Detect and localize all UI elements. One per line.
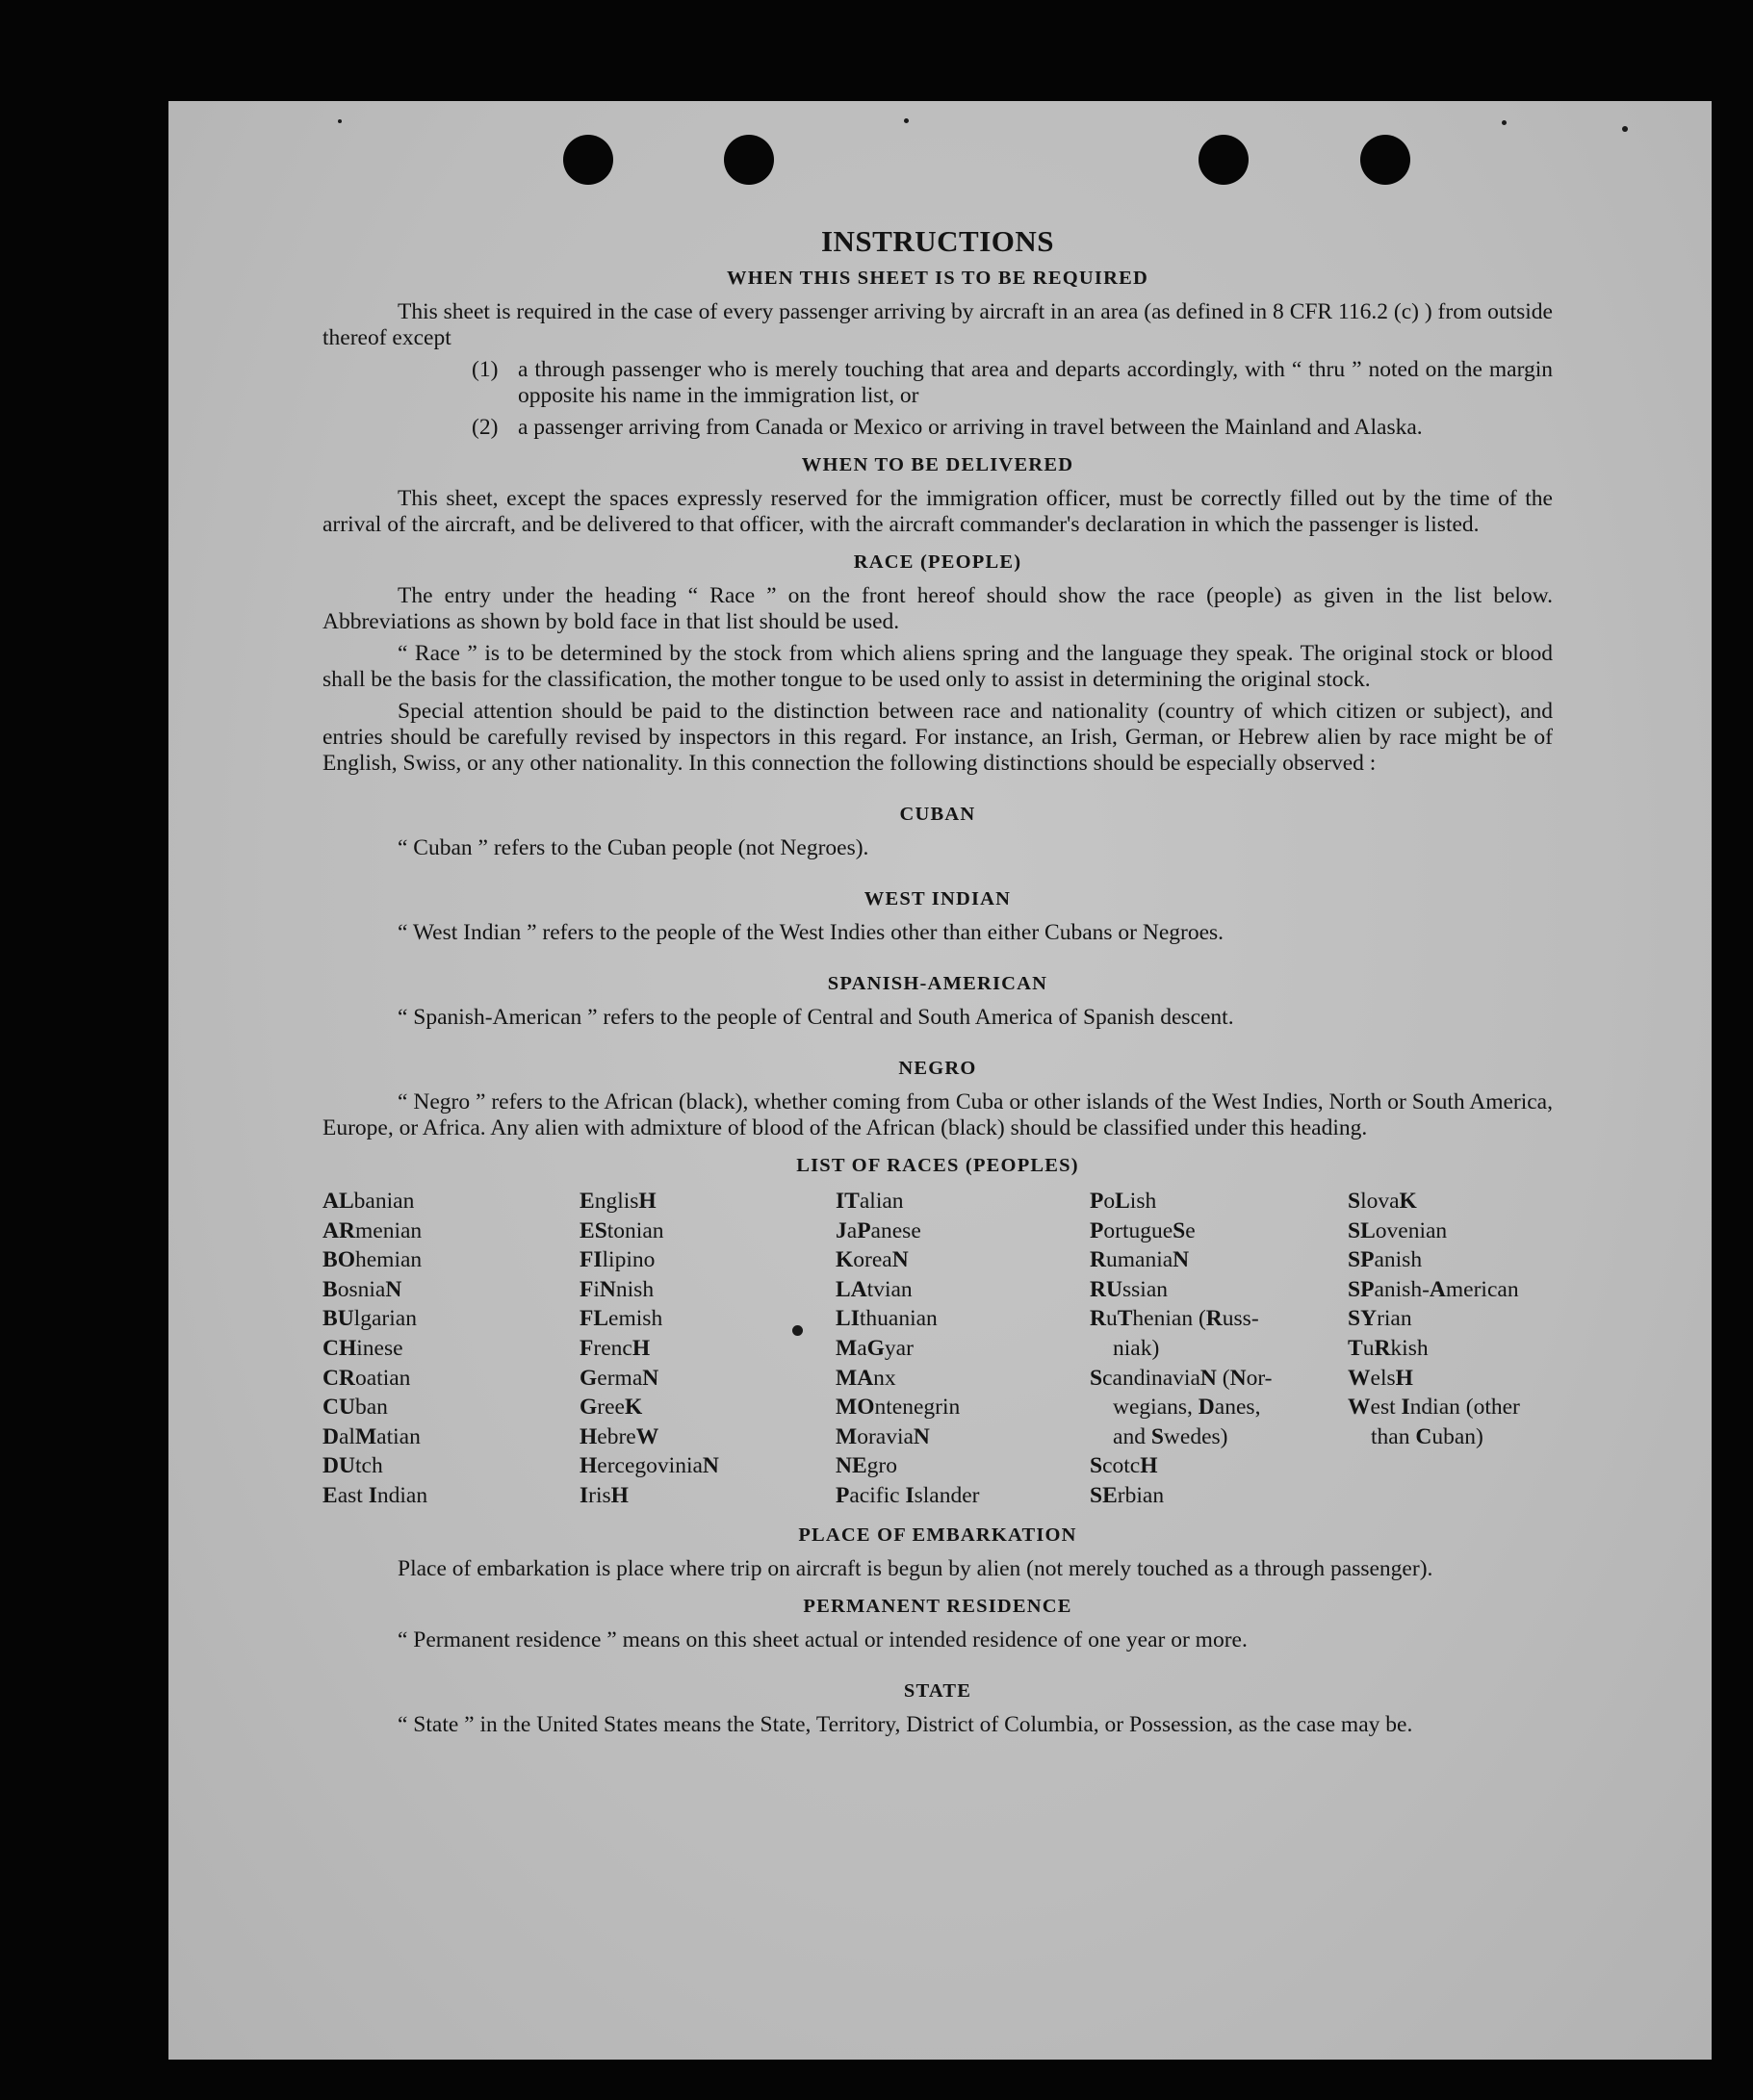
paragraph-race-1: The entry under the heading “ Race ” on the front hereof should show the race (people) as given in the list below. Abbreviations as shown by bold face in that list should be used. [322, 583, 1553, 634]
race-entry: SLovenian [1348, 1217, 1448, 1243]
race-entry: LIthuanian [836, 1306, 938, 1332]
race-entry: FIlipino [580, 1247, 656, 1273]
race-entry: West Indian (other [1348, 1395, 1520, 1421]
race-entry: KoreaN [836, 1247, 909, 1273]
races-column [836, 1187, 1090, 1511]
race-entry: RumaniaN [1090, 1247, 1190, 1273]
paragraph-state: “ State ” in the United States means the State, Territory, District of Columbia, or Possession, as the case may be. [398, 1711, 1413, 1737]
document-page [168, 101, 1712, 2060]
paragraph-race-3: Special attention should be paid to the distinction between race and nationality (country of which citizen or subject), and entries should be carefully revised by inspectors in this regard. For instance, an Irish, German, or Hebrew alien by race might be of English, Swiss, or any other nationality. In this connection the following distinctions should be especially observed : [322, 699, 1553, 776]
race-entry: TuRkish [1348, 1335, 1429, 1361]
race-entry: IrisH [580, 1482, 629, 1508]
race-entry: DalMatian [322, 1423, 421, 1449]
race-entry: NEgro [836, 1453, 897, 1479]
race-entry: BUlgarian [322, 1306, 417, 1332]
paragraph-negro: “ Negro ” refers to the African (black), whether coming from Cuba or other islands of the West Indies, North or South America, Europe, or Africa. Any alien with admixture of blood of the African (black) should be classified under this heading. [322, 1089, 1553, 1140]
race-entry: GreeK [580, 1395, 643, 1421]
race-entry: MoraviaN [836, 1423, 930, 1449]
race-entry: FrencH [580, 1335, 651, 1361]
race-entry: FLemish [580, 1306, 663, 1332]
race-entry: RUssian [1090, 1276, 1168, 1302]
punch-hole [724, 135, 774, 185]
race-entry: CRoatian [322, 1365, 411, 1391]
race-entry: SYrian [1348, 1306, 1412, 1332]
race-entry: ITalian [836, 1189, 904, 1214]
page-title: INSTRUCTIONS [820, 224, 1054, 258]
ink-speck [338, 119, 342, 123]
list-item [322, 357, 1553, 409]
race-entry: HercegoviniaN [580, 1453, 719, 1479]
races-column [1348, 1187, 1553, 1511]
race-entry: East Indian [322, 1482, 428, 1508]
race-entry: DUtch [322, 1453, 383, 1479]
paragraph-when-delivered: This sheet, except the spaces expressly reserved for the immigration officer, must be correctly filled out by the time of the arrival of the aircraft, and be delivered to that officer, with the aircraft commander's declaration in which the passenger is listed. [322, 486, 1553, 537]
races-column [322, 1187, 580, 1511]
race-entry: LAtvian [836, 1276, 913, 1302]
race-entry: SErbian [1090, 1482, 1165, 1508]
punch-hole [1360, 135, 1410, 185]
paragraph-spanish-american: “ Spanish-American ” refers to the people of Central and South America of Spanish descent. [398, 1005, 1234, 1030]
item-number: (2) [472, 415, 499, 440]
race-entry: WelsH [1348, 1365, 1413, 1391]
race-entry-continuation: and Swedes) [1113, 1423, 1228, 1449]
race-entry-continuation: wegians, Danes, [1113, 1395, 1261, 1421]
paragraph-cuban: “ Cuban ” refers to the Cuban people (not Negroes). [398, 835, 869, 860]
race-entry: FiNnish [580, 1276, 655, 1302]
heading-when-required: WHEN THIS SHEET IS TO BE REQUIRED [727, 268, 1148, 289]
race-entry: ScandinaviaN (Nor- [1090, 1365, 1273, 1391]
heading-state: STATE [903, 1679, 972, 1702]
race-entry: HebreW [580, 1423, 659, 1449]
race-entry: PoLish [1090, 1189, 1157, 1214]
race-entry: ALbanian [322, 1189, 415, 1214]
heading-cuban: CUBAN [899, 804, 976, 825]
heading-embarkation: PLACE OF EMBARKATION [798, 1524, 1077, 1546]
paragraph-permanent-residence: “ Permanent residence ” means on this sheet actual or intended residence of one year or more. [398, 1626, 1248, 1652]
ink-speck [1622, 126, 1628, 132]
ink-speck [904, 118, 909, 123]
paragraph-race-2: “ Race ” is to be determined by the stock from which aliens spring and the language they speak. The original stock or blood shall be the basis for the classification, the mother tongue to be used only to assist in determining the original stock. [322, 641, 1553, 692]
race-entry: BOhemian [322, 1247, 423, 1273]
race-entry: CUban [322, 1395, 388, 1421]
race-entry: PortugueSe [1090, 1217, 1196, 1243]
ink-speck [1502, 120, 1507, 125]
race-entry: RuThenian (Russ- [1090, 1306, 1259, 1332]
races-column [580, 1187, 836, 1511]
paragraph-west-indian: “ West Indian ” refers to the people of the West Indies other than either Cubans or Negroes. [398, 920, 1225, 945]
heading-race: RACE (PEOPLE) [853, 551, 1022, 573]
race-entry-continuation: than Cuban) [1371, 1423, 1483, 1449]
race-entry: ARmenian [322, 1217, 423, 1243]
race-entry-continuation: niak) [1113, 1335, 1160, 1361]
list-item [322, 415, 1553, 441]
race-entry: EnglisH [580, 1189, 657, 1214]
paragraph-embarkation: Place of embarkation is place where trip on aircraft is begun by alien (not merely touched as a through passenger). [398, 1555, 1433, 1581]
race-entry: MOntenegrin [836, 1395, 961, 1421]
race-entry: JaPanese [836, 1217, 921, 1243]
heading-negro: NEGRO [898, 1058, 977, 1079]
punch-hole [1199, 135, 1249, 185]
race-entry: Pacific Islander [836, 1482, 980, 1508]
heading-when-delivered: WHEN TO BE DELIVERED [801, 454, 1074, 475]
item-number: (1) [472, 357, 499, 382]
item-text: a through passenger who is merely touching that area and departs accordingly, with “ thru ” noted on the margin opposite his name in the immigration list, or [518, 357, 1553, 408]
race-entry: MAnx [836, 1365, 896, 1391]
race-entry: BosniaN [322, 1276, 402, 1302]
races-column [1090, 1187, 1348, 1511]
race-entry: SPanish-American [1348, 1276, 1519, 1302]
item-text: a passenger arriving from Canada or Mexico or arriving in travel between the Mainland and Alaska. [518, 415, 1423, 440]
heading-permanent-residence: PERMANENT RESIDENCE [803, 1595, 1072, 1617]
races-table [322, 1187, 1553, 1511]
race-entry: GermaN [580, 1365, 659, 1391]
race-entry: EStonian [580, 1217, 664, 1243]
race-entry: ScotcH [1090, 1453, 1158, 1479]
race-entry: SlovaK [1348, 1189, 1417, 1214]
punch-hole [563, 135, 613, 185]
race-entry: CHinese [322, 1335, 403, 1361]
heading-spanish-american: SPANISH-AMERICAN [827, 973, 1048, 994]
paragraph-when-required: This sheet is required in the case of every passenger arriving by aircraft in an area (as defined in 8 CFR 116.2 (c) ) from outside thereof except [322, 299, 1553, 350]
instructions-body [322, 224, 1553, 1744]
heading-list-of-races: LIST OF RACES (PEOPLES) [796, 1155, 1079, 1176]
heading-west-indian: WEST INDIAN [864, 888, 1012, 909]
race-entry: MaGyar [836, 1335, 914, 1361]
race-entry: SPanish [1348, 1247, 1423, 1273]
